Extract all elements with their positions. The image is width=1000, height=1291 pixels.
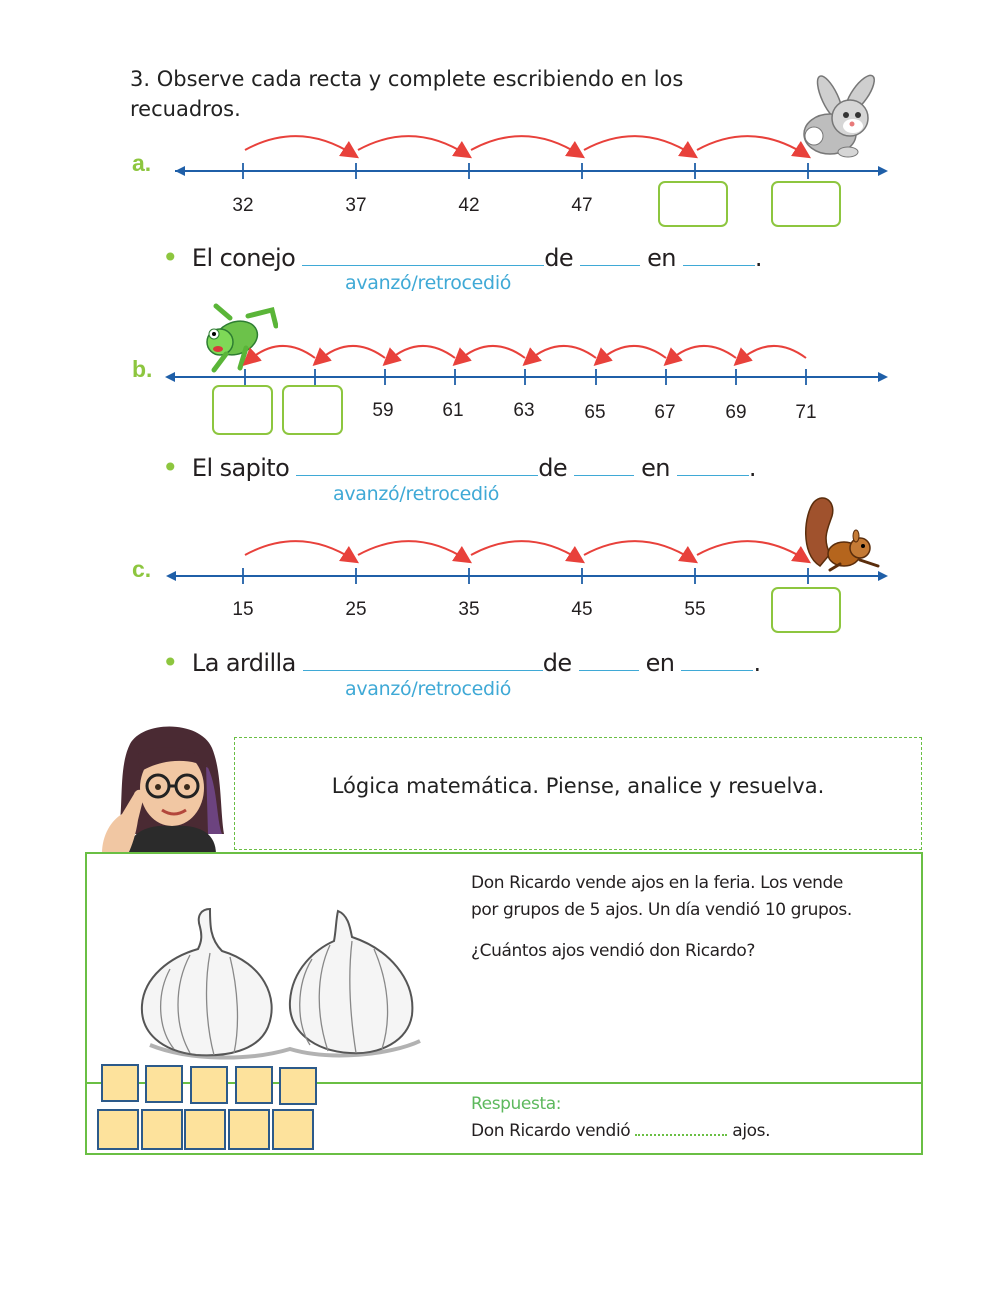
answer-label: Respuesta: — [471, 1094, 562, 1114]
tile[interactable] — [228, 1109, 270, 1150]
answer-box[interactable] — [282, 385, 343, 435]
blank-field[interactable] — [574, 457, 634, 476]
tick-label: 55 — [684, 599, 706, 620]
tick-label: 37 — [345, 195, 367, 216]
hint-text: avanzó/retrocedió — [345, 678, 512, 700]
tile[interactable] — [101, 1064, 139, 1102]
sentence-end: . — [748, 454, 756, 482]
word-de: de — [544, 244, 574, 272]
number-line-b — [0, 334, 1000, 424]
jump-arrows — [247, 346, 806, 362]
sentence-end: . — [754, 244, 762, 272]
hint-text: avanzó/retrocedió — [333, 483, 500, 505]
number-line-c — [0, 533, 1000, 623]
tick-label: 63 — [513, 400, 535, 421]
answer-blank[interactable] — [635, 1120, 727, 1136]
word-en: en — [647, 244, 676, 272]
word-de: de — [542, 649, 572, 677]
blank-field[interactable] — [580, 247, 640, 266]
blank-field[interactable] — [681, 652, 753, 671]
tick-label: 32 — [232, 195, 254, 216]
blank-field[interactable] — [296, 457, 538, 476]
problem-statement — [471, 870, 852, 924]
problem-line: Don Ricardo vende ajos en la feria. Los vende — [471, 873, 843, 893]
garlic-icon — [130, 905, 430, 1060]
bullet-icon: • — [162, 241, 178, 274]
tick-label: 35 — [458, 599, 480, 620]
blank-field[interactable] — [677, 457, 749, 476]
bullet-icon: • — [162, 451, 178, 484]
section-b-letter: b. — [132, 356, 153, 382]
bullet-icon: • — [162, 646, 178, 679]
tick-label: 47 — [571, 195, 593, 216]
tick-label: 45 — [571, 599, 593, 620]
tick-label: 65 — [584, 402, 606, 423]
teacher-avatar — [88, 724, 238, 854]
tick-label: 69 — [725, 402, 747, 423]
blank-field[interactable] — [579, 652, 639, 671]
sentence-a — [162, 240, 762, 273]
logic-title: Lógica matemática. Piense, analice y resuelva. — [331, 774, 825, 798]
number-line-a — [0, 128, 1000, 218]
hint-text: avanzó/retrocedió — [345, 272, 512, 294]
blank-field[interactable] — [683, 247, 755, 266]
tick-label: 59 — [372, 400, 394, 421]
word-de: de — [538, 454, 568, 482]
word-en: en — [641, 454, 670, 482]
tile[interactable] — [141, 1109, 183, 1150]
sentence-c — [162, 645, 760, 678]
section-a-letter: a. — [132, 150, 152, 176]
answer-sentence — [471, 1118, 770, 1145]
answer-suffix: ajos. — [732, 1121, 771, 1141]
tick-label: 25 — [345, 599, 367, 620]
blank-field[interactable] — [303, 652, 543, 671]
sentence-subject: El conejo — [191, 244, 296, 272]
sentence-subject: La ardilla — [191, 649, 296, 677]
answer-box[interactable] — [658, 181, 728, 227]
answer-box[interactable] — [771, 181, 841, 227]
tile[interactable] — [184, 1109, 226, 1150]
jump-arrows — [245, 136, 806, 155]
problem-line: por grupos de 5 ajos. Un día vendió 10 grupos. — [471, 900, 852, 920]
tick-label: 15 — [232, 599, 254, 620]
answer-prefix: Don Ricardo vendió — [471, 1121, 631, 1141]
section-c-letter: c. — [132, 556, 152, 582]
tile[interactable] — [279, 1067, 317, 1105]
answer-box[interactable] — [771, 587, 841, 633]
sentence-end: . — [753, 649, 761, 677]
sentence-b — [162, 450, 756, 483]
tile[interactable] — [145, 1065, 183, 1103]
blank-field[interactable] — [302, 247, 544, 266]
tick-label: 71 — [795, 402, 817, 423]
logic-header-box — [234, 737, 922, 850]
tick-label: 42 — [458, 195, 480, 216]
problem-question: ¿Cuántos ajos vendió don Ricardo? — [471, 941, 755, 961]
sentence-subject: El sapito — [191, 454, 290, 482]
tick-label: 67 — [654, 402, 676, 423]
instruction-text: 3. Observe cada recta y complete escribiendo en los recuadros. — [130, 67, 684, 121]
jump-arrows — [245, 541, 806, 560]
tile[interactable] — [272, 1109, 314, 1150]
tick-label: 61 — [442, 400, 464, 421]
tile[interactable] — [97, 1109, 139, 1150]
answer-box[interactable] — [212, 385, 273, 435]
tile[interactable] — [190, 1066, 228, 1104]
tile[interactable] — [235, 1066, 273, 1104]
word-en: en — [645, 649, 675, 677]
